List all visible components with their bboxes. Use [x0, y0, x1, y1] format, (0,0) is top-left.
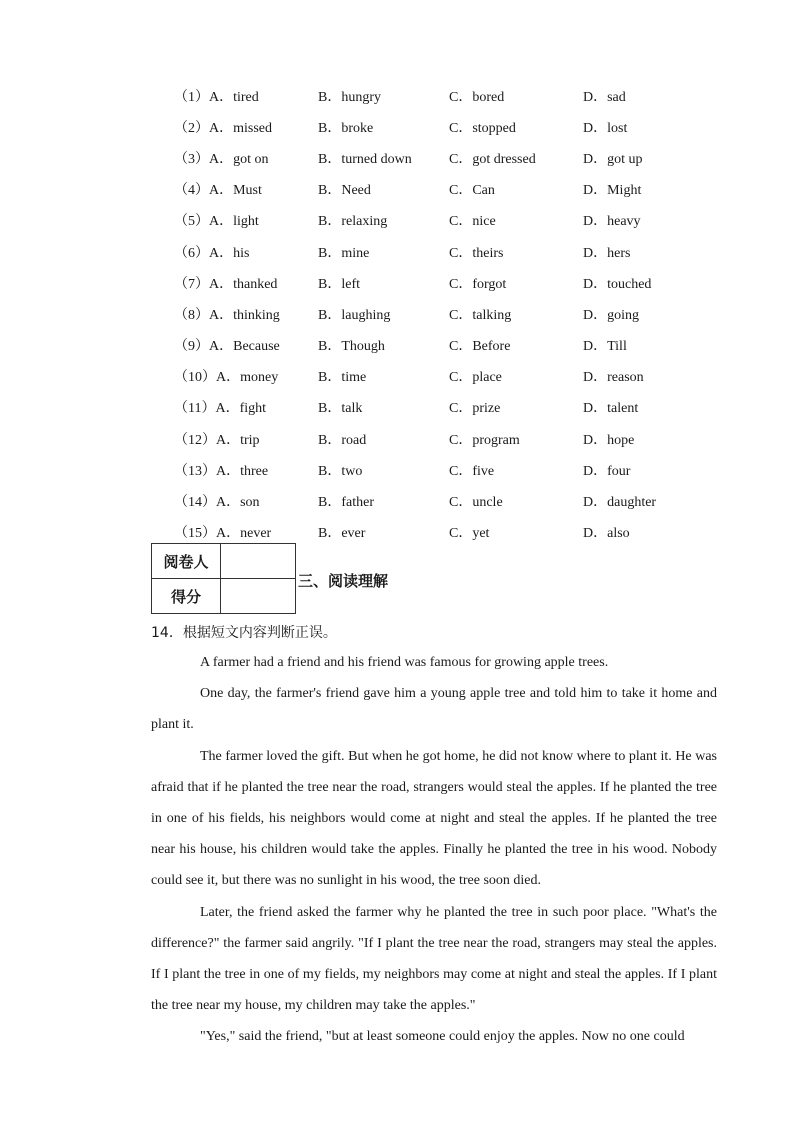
option-b: B．turned down — [318, 151, 412, 167]
option-a-text: A．got on — [209, 151, 269, 167]
option-c: C．forgot — [449, 276, 507, 292]
option-a-text: A．three — [216, 463, 269, 479]
question-number: （14） — [174, 495, 216, 511]
option-d: D．got up — [583, 151, 643, 167]
option-row — [174, 298, 703, 329]
reading-passage — [151, 647, 717, 1053]
option-a — [174, 236, 318, 267]
question-number: （5） — [174, 214, 209, 230]
option-a-text: A．thanked — [209, 276, 278, 292]
option-row — [174, 423, 703, 454]
option-c: C．yet — [449, 526, 490, 542]
option-b: B．relaxing — [318, 214, 388, 230]
option-a — [174, 361, 318, 392]
option-a-text: A．son — [216, 495, 260, 511]
question-title: 14．根据短文内容判断正误。 — [151, 625, 337, 641]
question-number: （15） — [174, 526, 216, 542]
option-c: C．got dressed — [449, 151, 536, 167]
score-box — [151, 543, 296, 614]
option-a-text: A．missed — [209, 120, 272, 136]
option-row — [174, 236, 703, 267]
option-row — [174, 454, 703, 485]
option-a-text: A．his — [209, 245, 250, 261]
option-a — [174, 205, 318, 236]
option-b: B．ever — [318, 526, 366, 542]
question-number: （8） — [174, 307, 209, 323]
question-number: （7） — [174, 276, 209, 292]
option-a — [174, 485, 318, 516]
option-d: D．four — [583, 463, 631, 479]
question-number: （1） — [174, 89, 209, 105]
option-d: D．going — [583, 307, 639, 323]
option-a-text: A．money — [216, 370, 279, 386]
passage-paragraph: One day, the farmer's friend gave him a young apple tree and told him to take it home and plant it. — [151, 686, 717, 733]
option-a-text: A．Must — [209, 183, 262, 199]
option-d: D．touched — [583, 276, 652, 292]
option-a-text: A．light — [209, 214, 259, 230]
section-title: 三、阅读理解 — [298, 572, 389, 590]
option-c: C．uncle — [449, 495, 503, 511]
option-c: C．prize — [449, 401, 501, 417]
options-table — [174, 80, 703, 548]
option-c: C．Before — [449, 339, 511, 355]
option-c: C．five — [449, 463, 495, 479]
option-b: B．time — [318, 370, 367, 386]
option-b: B．talk — [318, 401, 363, 417]
option-b: B．broke — [318, 120, 374, 136]
option-a — [174, 298, 318, 329]
option-c: C．Can — [449, 183, 495, 199]
passage-paragraph: "Yes," said the friend, "but at least someone could enjoy the apples. Now no one could — [200, 1029, 685, 1045]
option-row — [174, 485, 703, 516]
option-b: B．road — [318, 432, 367, 448]
option-row — [174, 267, 703, 298]
option-d: D．heavy — [583, 214, 641, 230]
option-a — [174, 423, 318, 454]
option-c: C．theirs — [449, 245, 504, 261]
option-d: D．Might — [583, 183, 642, 199]
question-number: （6） — [174, 245, 209, 261]
option-c: C．program — [449, 432, 520, 448]
question-number: （2） — [174, 120, 209, 136]
reviewer-label: 阅卷人 — [152, 544, 221, 579]
option-a-text: A．trip — [216, 432, 260, 448]
score-field — [221, 579, 296, 614]
option-row — [174, 392, 703, 423]
option-row — [174, 80, 703, 111]
question-number: （11） — [174, 401, 216, 417]
option-a-text: A．thinking — [209, 307, 280, 323]
option-a-text: A．fight — [215, 401, 267, 417]
option-b: B．two — [318, 463, 363, 479]
reviewer-field — [221, 544, 296, 579]
question-number: （9） — [174, 339, 209, 355]
option-c: C．stopped — [449, 120, 516, 136]
passage-paragraph: A farmer had a friend and his friend was famous for growing apple trees. — [200, 655, 609, 670]
question-number: （10） — [174, 370, 216, 386]
option-row — [174, 361, 703, 392]
question-number: （3） — [174, 151, 209, 167]
option-c: C．bored — [449, 89, 505, 105]
option-b: B．laughing — [318, 307, 391, 323]
option-d: D．sad — [583, 89, 626, 105]
option-a — [174, 330, 318, 361]
passage-paragraph: The farmer loved the gift. But when he got home, he did not know where to plant it. He was afraid that if he planted the tree near the road, strangers would steal the apples. If he planted the tree in one of his fields, his neighbors would come at night and steal the apples. If he planted the tree near his house, his children would take the apples. Finally he planted the tree in his wood. Nobody could see it, but there was no sunlight in his wood, the tree soon died. — [151, 748, 717, 889]
option-d: D．talent — [583, 401, 639, 417]
option-b: B．hungry — [318, 89, 381, 105]
option-c: C．place — [449, 370, 502, 386]
option-d: D．daughter — [583, 495, 657, 511]
score-label: 得分 — [152, 579, 221, 614]
option-row — [174, 142, 703, 173]
option-a — [174, 142, 318, 173]
option-a-text: A．Because — [209, 339, 280, 355]
question-number: （13） — [174, 463, 216, 479]
option-d: D．Till — [583, 339, 627, 355]
option-row — [174, 205, 703, 236]
option-a — [174, 267, 318, 298]
question-number: （12） — [174, 432, 216, 448]
option-row — [174, 111, 703, 142]
option-d: D．hope — [583, 432, 635, 448]
option-row — [174, 174, 703, 205]
option-d: D．reason — [583, 370, 644, 386]
option-d: D．also — [583, 526, 630, 542]
passage-paragraph: Later, the friend asked the farmer why he planted the tree in such poor place. "What's the difference?" the farmer said angrily. "If I plant the tree near the road, strangers may steal the apples. If I plant the tree in one of my fields, my neighbors may come at night and steal the apples. If I plant the tree near my house, my children may take the apples." — [151, 904, 717, 1014]
option-b: B．left — [318, 276, 360, 292]
option-c: C．nice — [449, 214, 496, 230]
option-a — [174, 454, 318, 485]
option-a-text: A．tired — [209, 89, 259, 105]
question-number: （4） — [174, 183, 209, 199]
option-c: C．talking — [449, 307, 512, 323]
option-a — [174, 111, 318, 142]
option-b: B．Though — [318, 339, 385, 355]
option-a — [174, 80, 318, 111]
option-d: D．lost — [583, 120, 628, 136]
option-b: B．mine — [318, 245, 370, 261]
option-a — [174, 174, 318, 205]
option-b: B．Need — [318, 183, 371, 199]
option-a-text: A．never — [216, 526, 272, 542]
option-d: D．hers — [583, 245, 631, 261]
option-a — [174, 392, 318, 423]
option-b: B．father — [318, 495, 374, 511]
option-row — [174, 330, 703, 361]
